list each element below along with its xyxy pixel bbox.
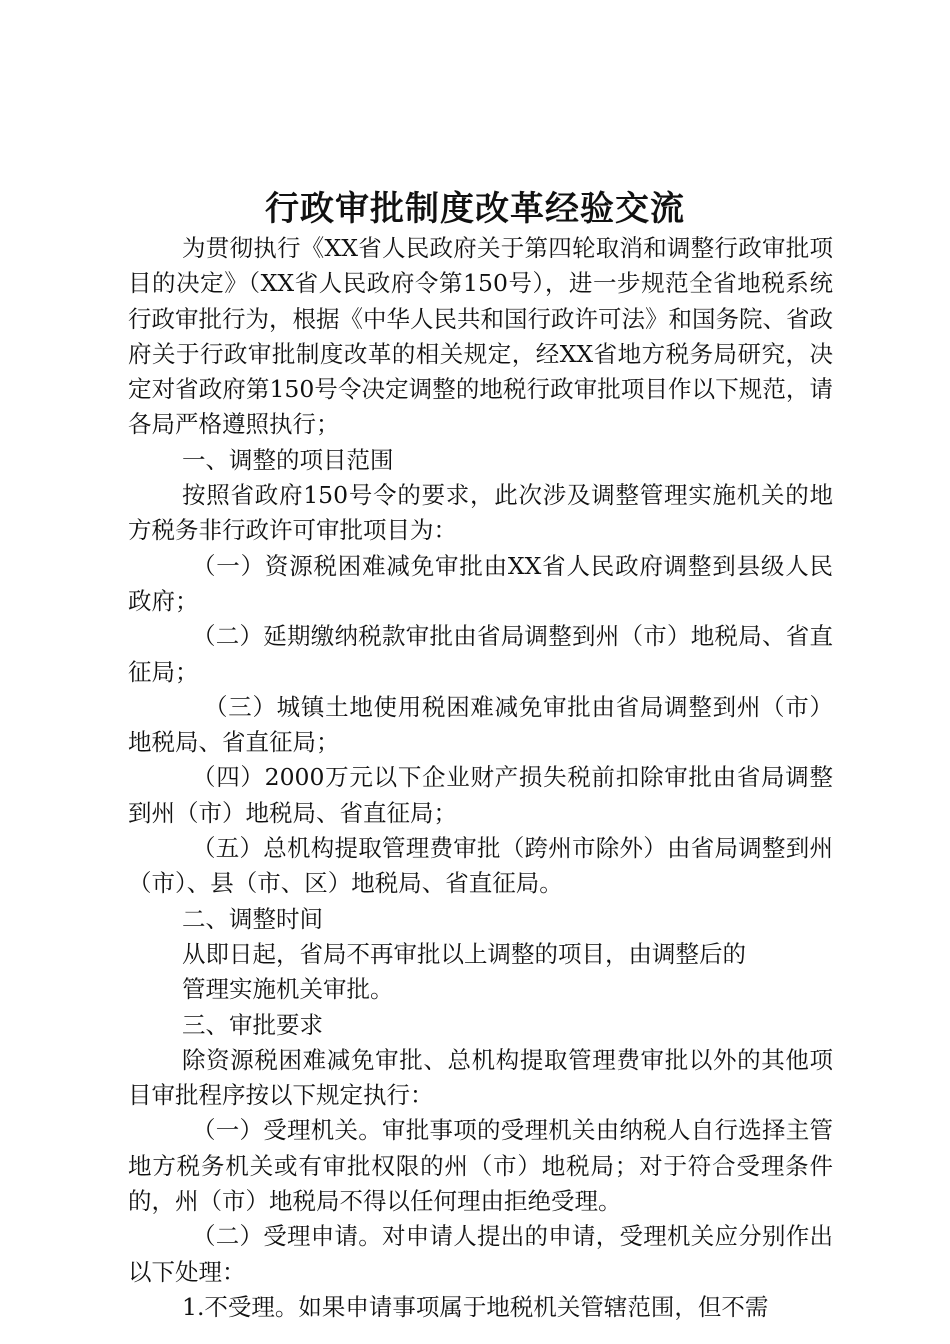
paragraph: 按照省政府150号令的要求，此次涉及调整管理实施机关的地方税务非行政许可审批项目为： — [128, 481, 833, 545]
paragraph: （二）受理申请。对申请人提出的申请，受理机关应分别作出以下处理： — [128, 1222, 833, 1286]
document-body — [128, 231, 833, 1325]
paragraph: 1.不受理。如果申请事项属于地税机关管辖范围，但不需 — [182, 1292, 769, 1321]
document-title: 行政审批制度改革经验交流 — [265, 189, 685, 229]
paragraph: （一）受理机关。审批事项的受理机关由纳税人自行选择主管地方税务机关或有审批权限的州（市）地税局；对于符合受理条件的，州（市）地税局不得以任何理由拒绝受理。 — [128, 1116, 833, 1216]
paragraph: （二）延期缴纳税款审批由省局调整到州（市）地税局、省直征局； — [128, 622, 833, 686]
paragraph: （三）城镇土地使用税困难减免审批由省局调整到州（市）地税局、省直征局； — [128, 692, 833, 757]
paragraph: （五）总机构提取管理费审批（跨州市除外）由省局调整到州（市）、县（市、区）地税局、省直征局。 — [128, 834, 833, 898]
paragraph: （一）资源税困难减免审批由XX省人民政府调整到县级人民政府； — [128, 551, 833, 615]
section-heading: 三、审批要求 — [182, 1010, 323, 1039]
paragraph: 为贯彻执行《XX省人民政府关于第四轮取消和调整行政审批项目的决定》（XX省人民政府令第150号），进一步规范全省地税系统行政审批行为，根据《中华人民共和国行政许可法》和国务院、省政府关于行政审批制度改革的相关规定，经XX省地方税务局研究，决定对省政府第150号令决定调整的地税行政审批项目作以下规范，请各局严格遵照执行； — [128, 234, 833, 439]
paragraph: 从即日起，省局不再审批以上调整的项目，由调整后的 — [182, 939, 746, 968]
paragraph: 管理实施机关审批。 — [182, 975, 394, 1004]
paragraph: （四）2000万元以下企业财产损失税前扣除审批由省局调整到州（市）地税局、省直征局； — [128, 763, 833, 827]
paragraph: 除资源税困难减免审批、总机构提取管理费审批以外的其他项目审批程序按以下规定执行： — [128, 1045, 833, 1110]
section-heading: 二、调整时间 — [182, 904, 323, 933]
section-heading: 一、调整的项目范围 — [182, 445, 394, 474]
